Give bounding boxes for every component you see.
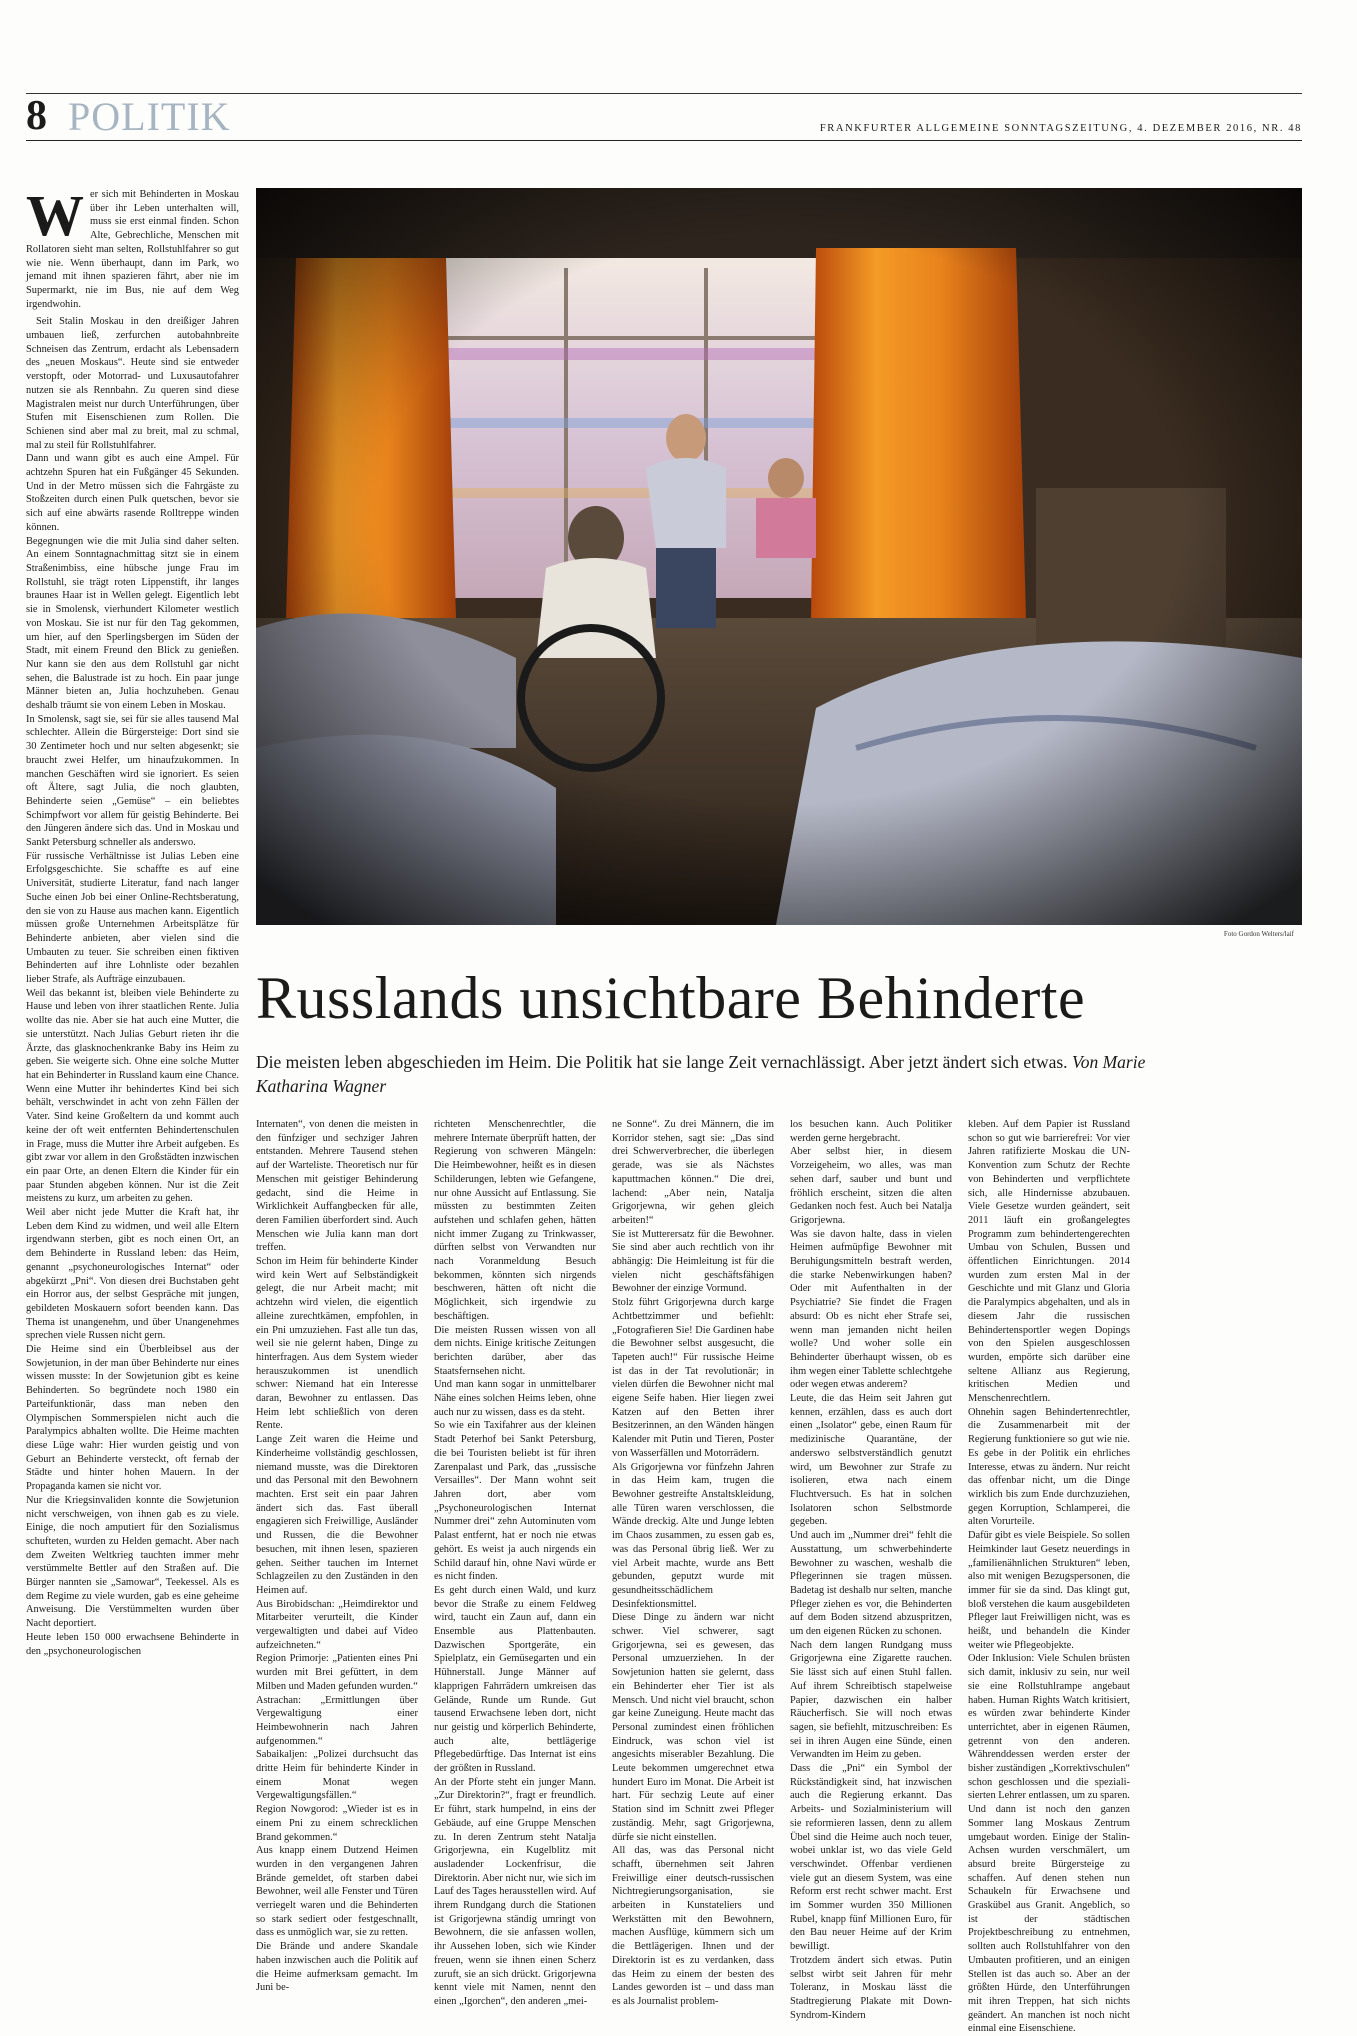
intro-paragraph: Wer sich mit Behinderten in Moskau über ihr Leben unterhalten will, muss sie erst einmal finden. Schon Alte, Gebrechliche, Menschen mit Rollatoren sieht man selten, Rollstuhlfahrer so gut wie nie. Wenn überhaupt, dann im Park, wo jemand mit ihnen spazieren fährt, aber nie im Supermarkt, nie im Bus, nie auf dem Weg irgendwohin. — [26, 183, 239, 310]
article-column-6 — [968, 1118, 1130, 2035]
header-rule-bottom — [26, 140, 1302, 141]
column-text: Seit Stalin Moskau in den dreißiger Jahren umbauen ließ, zerfurchen autobahnbreite Schneisen das Zentrum, erdacht als Lebensadern des „neuen Moskaus“. Heute sind sie entweder verstopft, oder Motorrad- und Luxusautofahrer nutzen sie als Rennbahn. Zu queren sind diese Magistralen meist nur durch Unterführungen, über Stufen mit Eisenschienen zum Rollen. Die Schienen sind aber mal zu breit, mal zu schmal, mal zu steil für Rollstuhlfahrer. Dann und wann gibt es auch eine Ampel. Für achtzehn Spuren hat ein Fußgänger 45 Sekunden. Und in der Metro müssen sich die Fahrgäste zu Stoßzeiten durch einen Pulk quetschen, bevor sie sich auf eine abwärts rasende Rolltreppe winden können. Begegnungen wie die mit Julia sind daher selten. An einem Sonntagnachmittag sitzt sie in einem Straßenimbiss, eine hübsche junge Frau im Rollstuhl, sie trägt roten Lippenstift, ihr langes braunes Haar ist in Wellen gelegt. Eigentlich lebt sie in Smolensk, vierhundert Kilometer westlich von Moskau. Sie ist nur für den Tag gekommen, um hier, auf den Sperlingsbergen im Süden der Stadt, mit einem Freund den Blick zu genießen. Nur kann sie den aus dem Rollstuhl gar nicht sehen, die Balustrade ist zu hoch. Ein paar junge Männer bieten an, Julia hochzuheben. Genau deshalb träumt sie von einem Leben in Moskau. In Smolensk, sagt sie, sei für sie alles tausend Mal schlechter. Allein die Bürgersteige: Dort sind sie 30 Zentimeter hoch und nur selten abgesenkt; sie braucht zwei Helfer, um hinaufzukommen. In manchen Geschäften wird sie ignoriert. Es seien oft Ältere, sagt Julia, die noch glaubten, Behinderte seien „Gemüse“ – ein beliebtes Schimpfwort vor allem für geistig Behinderte. Bei den Jüngeren ändere sich das. Und in Moskau und Sankt Petersburg schneller als anderswo. Für russische Verhältnisse ist Julias Leben eine Erfolgsgeschichte. Sie schaffte es auf eine Universität, studierte Literatur, fand nach langer Suche einen Job bei einer Online-Rechtsberatung, den sie von zu Hause aus machen kann. Eigentlich müssen große Unternehmen Arbeitsplätze für Behinderte anbieten, aber vielen sind die Umbauten zu teuer. Sie schreiben einen fiktiven Behinderten auf ihre Lohnliste oder bezahlen lieber Strafe, als Aufträge einzubauen. Weil das bekannt ist, bleiben viele Behinderte zu Hause und leben von ihrer staatlichen Rente. Julia wollte das nie. Aber sie hat auch eine Mutter, die sie unterstützt. Nach Julias Geburt rieten ihr die Ärzte, das glasknochenkranke Baby ins Heim zu geben. Sie weigerte sich. Ohne eine solche Mutter hat ein Behinderter in Russland kaum eine Chance. Wenn eine Mutter ihr behindertes Kind bei sich behält, verschwindet in acht von zehn Fällen der Vater. Sind keine Großeltern da und kommt auch keine der oft weit entfernten Behindertenschulen in Frage, muss die Mutter ihre Arbeit aufgeben. Es gibt zwar vor allem in den Großstädten inzwischen ein paar Orte, an denen Eltern die Kinder für ein paar Stunden abgeben können. Nur ist die Zeit meistens zu kurz, um arbeiten zu gehen. Weil aber nicht jede Mutter die Kraft hat, ihr Leben dem Kind zu widmen, und weil alle Eltern irgendwann sterben, gibt es noch einen Ort, an dem Behinderte in Russland leben: das Heim, genannt „psychoneurologisches Internat“ oder abgekürzt „Pni“. Von diesen drei Buchstaben geht ein Horror aus, der selbst Gespräche mit jungen, gebildeten Moskauern sofort beenden kann. Das Thema ist unangenehm, und über Unangenehmes sprechen viele Russen nicht gern. Die Heime sind ein Überbleibsel aus der Sowjetunion, in der man über Behinderte nur eines wissen musste: In der Sowjetunion gibt es keine Behinderten. So begründete noch 1980 ein Parteifunktionär, dass man neben den Olympischen Sommerspielen nicht auch die Paralympics abhalten wollte. Die Heime machten diese Lüge wahr: Hier wurden geistig und von Geburt an Behinderte versteckt, oft fernab der Städte und hinter hohen Mauern. In der Propaganda kamen sie nicht vor. Nur die Kriegsinvaliden konnte die Sowjetunion nicht verschweigen, von ihnen gab es zu viele. Einige, die noch amputiert für den Sozialismus schufteten, wurden zu Helden gemacht. Aber nach dem Zweiten Weltkrieg tauchten immer mehr verstümmelte Bettler auf den Straßen auf. Die Bürger nannten sie „Samowar“, Teekessel. Als es dem Regime zu viele wurden, gab es eine geheime Anweisung. Die Verstümmelten wurden über Nacht deportiert. Heute leben 150 000 erwachsene Behinderte in den „psychoneurologischen — [26, 316, 239, 1657]
column-text: ne Sonne“. Zu drei Männern, die im Korridor stehen, sagt sie: „Das sind drei Schwerverbrecher, die überlegen gerade, was sie als Nächstes kaputtmachen können.“ Die drei, lachend: „Aber nein, Natalja Grigorjewna, wir gehen gleich arbeiten!“ Sie ist Mutterersatz für die Bewohner. Sie sind aber auch rechtlich von ihr abhängig: Die Heimleitung ist für die vielen nicht geschäftsfähigen Bewohner der einzige Vormund. Stolz führt Grigorjewna durch karge Achtbettzimmer und befiehlt: „Fotografieren Sie! Die Gardinen habe die Bewohner selbst ausgesucht, die Tapeten auch!“ Für russische Heime ist das in der Tat revolutionär; in vielen dürfen die Bewohner nicht mal eigene Seife haben. Hier liegen zwei Katzen auf den Betten ihrer Besitzerinnen, an den Wänden hängen Kalender mit Putin und Tieren, Poster von Wasserfällen und Motorrädern. Als Grigorjewna vor fünfzehn Jahren in das Heim kam, trugen die Bewohner gestreifte Anstaltskleidung, alle Türen waren verschlossen, die Wände dreckig. Alte und Junge lebten im Chaos zusammen, zu essen gab es, was das Personal übrig ließ. Wer zu viel Arbeit machte, wurde ans Bett gebunden, geputzt wurde mit gesundheitsschädlichem Desinfektionsmittel. Diese Dinge zu ändern war nicht schwer. Viel schwerer, sagt Grigorjewna, sei es gewesen, das Personal umzuerziehen. In der Sowjetunion hatten sie gelernt, dass ein Behinderter eher Tier ist als Mensch. Und nicht viel braucht, schon gar keine Zuneigung. Heute macht das Personal zumindest einen fröhlichen Eindruck, was schon viel ist angesichts miserabler Bezahlung. Die Leute bekommen umgerechnet etwa hundert Euro im Monat. Die Arbeit ist hart. Für sechzig Leute auf einer Station sind im Schnitt zwei Pfleger zuständig. Mehr, sagt Grigorjewna, dürfe sie nicht einstellen. All das, was das Personal nicht schafft, übernehmen seit Jahren Freiwillige einer deutsch-russischen Nichtregierungsorganisation, sie arbeiten in Kunstateliers und Werkstätten mit den Bewohnern, machen Ausflüge, kümmern sich um die Bettlägerigen. Ihnen und der Direktorin ist es zu verdanken, dass das Heim zu einem der besten des Landes geworden ist – und dass man es als Journalist problem- — [612, 1119, 774, 2007]
section-title: POLITIK — [68, 94, 231, 139]
deck — [256, 1050, 1156, 1098]
article-column-2 — [256, 1118, 418, 1994]
deck-text: Die meisten leben abgeschieden im Heim. Die Politik hat sie lange Zeit vernachlässigt. Aber jetzt ändert sich etwas. — [256, 1052, 1068, 1072]
column-text: richteten Menschenrechtler, die mehrere Internate überprüft hatten, der Regierung von schweren Mängeln: Die Heimbewohner, heißt es in diesen Schilderungen, lebten wie Gefangene, nur ohne Aussicht auf Entlassung. Sie müssten zu bestimmten Zeiten aufstehen und schlafen gehen, hätten nicht immer Zugang zu Trinkwasser, dürften selbst von Verwandten nur nach Voranmeldung Besuch bekommen, könnten sich nirgends beschweren, hätten oft nicht die Möglichkeit, sich irgendwie zu beschäftigen. Die meisten Russen wissen von all dem nichts. Einige kritische Zeitungen berichten darüber, aber das Staatsfernsehen nicht. Und man kann sogar in unmittelbarer Nähe eines solchen Heims leben, ohne auch nur zu wissen, dass es da steht. So wie ein Taxifahrer aus der kleinen Stadt Peterhof bei Sankt Petersburg, die bei Touristen beliebt ist für ihren Zarenpalast und Park, das „russische Versailles“. Der Mann wohnt seit Jahren dort, aber vom „Psychoneurologischen Internat Nummer drei“ zehn Autominuten vom Palast entfernt, hat er noch nie etwas gehört. Es weist ja auch nirgends ein Schild darauf hin, ohne Navi würde er es nicht finden. Es geht durch einen Wald, und kurz bevor die Straße zu einem Feldweg wird, taucht ein Zaun auf, dann ein Ensemble aus Plattenbauten. Dazwischen Sportgeräte, ein Spielplatz, ein Gemüsegarten und ein Hühnerstall. Junge Männer auf klapprigen Fahrrädern umkreisen das Gelände, Runde um Runde. Gut tausend Erwachsene leben dort, nicht nur geistig und körperlich Behinderte, auch alte, bettlägerige Pflegebedürftige. Das Internat ist eins der größten in Russland. An der Pforte steht ein junger Mann. „Zur Direktorin?“, fragt er freundlich. Er führt, stark humpelnd, in eins der Gebäude, auf eine Gruppe Menschen zu. In deren Zentrum steht Natalja Grigorjewna, ein Kugelblitz mit ausladender Lockenfrisur, die Direktorin. Aber nicht nur, wie sich im Lauf des Tages herausstellen wird. Auf ihrem Rundgang durch die Stationen ist Grigorjewna ständig umringt von Bewohnern, die sie anfassen wollen, ihr Aussehen loben, sich wie Kinder freuen, wenn sie ihnen einen Scherz zuruft, sie an sich drückt. Grigorjewna kennt viele mit Namen, nennt den einen „Igorchen“, den anderen „mei- — [434, 1119, 596, 2007]
photo-credit: Foto Gordon Welters/laif — [1223, 930, 1294, 938]
column-text: kleben. Auf dem Papier ist Russland schon so gut wie barrierefrei: Vor vier Jahren ratifizierte Moskau die UN-Konvention zum Schutz der Rechte von Behinderten und verpflichtete sich, alle Hindernisse abzubauen. Viele Gesetze wurden geändert, seit 2011 läuft ein großangelegtes Programm zum behindertengerechten Umbau von Schulen, Bussen und öffentlichen Einrichtungen. 2014 wurden zum ersten Mal in der Geschichte und mit Glanz und Gloria die Paralympics abgehalten, und als in diesem Jahr die russischen Behindertensportler wegen Dopings von den Spielen ausgeschlossen wurden, empörte sich darüber eine seltene Allianz aus Regierung, kritischen Medien und Menschenrechtlern. Ohnehin sagen Behindertenrechtler, die Zusammenarbeit mit der Regierung funktioniere so gut wie nie. Es gebe in der Politik ein ehrliches Interesse, etwas zu ändern. Nur reicht das offenbar nicht, um die Dinge wirklich bis zum Ende durchzuziehen, gegen Korruption, Schlamperei, die alten Vorurteile. Dafür gibt es viele Beispiele. So sollen Heimkinder laut Gesetz neuerdings in „familienähnlichen Strukturen“ leben, also mit wenigen Bezugspersonen, die immer für sie da sind. Das klingt gut, bloß verstehen die kaum ausgebildeten Pfleger laut Freiwilligen nicht, was es heißt, und behandeln die Kinder weiter wie Pflegeobjekte. Oder Inklusion: Viele Schulen brüsten sich damit, inklusiv zu sein, nur weil sie eine Rollstuhlrampe angebaut haben. Human Rights Watch kritisiert, es würden zwar behinderte Kinder unterrichtet, aber in eigenen Räumen, getrennt von den anderen. Währenddessen werden erster der bisher zuständigen „Korrektivschulen“ schon geschlossen und die spezialisierten Lehrer entlassen, um zu sparen. Und dann ist noch den ganzen Sommer lang Moskaus Zentrum umgebaut worden. Einige der Stalin-Achsen wurden verschmälert, um absurd breite Bürgersteige zu schaffen. Auf denen stehen nun Schaukeln für Erwachsene und Graskübel aus Granit. Angeblich, so ist der städtischen Projektbeschreibung zu entnehmen, sollten auch Rollstuhlfahrer von den Umbauten profitieren, und an einigen Stellen ist das auch so. Aber an der größten Hürde, den Unterführungen mit ihren Treppen, hat sich nichts geändert. An manchen ist noch nicht einmal eine Eisenschiene. — [968, 1119, 1130, 2035]
headline: Russlands unsichtbare Behinderte — [256, 965, 1086, 1031]
article-column-3 — [434, 1118, 596, 2007]
page-number: 8 — [26, 93, 47, 139]
article-column-1 — [26, 183, 239, 1900]
photo-illustration — [256, 188, 1302, 925]
dropcap: W — [26, 183, 84, 248]
article-column-5 — [790, 1118, 952, 2021]
column-text: Internaten“, von denen die meisten in den fünfziger und sechziger Jahren entstanden. Mehrere Tausend stehen auf der Warteliste. Theoretisch nur für Menschen mit geistiger Behinderung gedacht, sind die Heime in Wirklichkeit Auffangbecken für alle, deren Familien überfordert sind. Auch Menschen wie Julia kann man dort treffen. Schon im Heim für behinderte Kinder wird kein Wert auf Selbständigkeit gelegt, die nur Arbeit macht; mit achtzehn wird vielen, die eigentlich alleine zurechtkämen, empfohlen, in ein Pni umzuziehen. Fast alle tun das, weil sie nie gelernt haben, Dinge zu hinterfragen. Aus dem System wieder herauszukommen ist unendlich schwer: Niemand hat ein Interesse daran, Bewohner zu entlassen. Das Heim lebt schließlich von deren Rente. Lange Zeit waren die Heime und Kinderheime vollständig geschlossen, niemand musste, was die Direktoren und das Personal mit den Bewohnern machten. Erst seit ein paar Jahren ändert sich das. Fast überall engagieren sich Freiwillige, Ausländer und Russen, die die Bewohner besuchen, mit ihnen lesen, spazieren gehen. Seither tauchen im Internet Schlagzeilen zu den Zuständen in den Heimen auf. Aus Birobidschan: „Heimdirektor und Mitarbeiter verurteilt, die Kinder vergewaltigten und dabei auf Video aufzeichneten.“ Region Primorje: „Patienten eines Pni wurden mit Brei gefüttert, in dem Milben und Maden gefunden wurden.“ Astrachan: „Ermittlungen über Vergewaltigung einer Heimbewohnerin nach Jahren aufgenommen.“ Sabaikaljen: „Polizei durchsucht das dritte Heim für behinderte Kinder in einem Monat wegen Vergewaltigungsfällen.“ Region Nowgorod: „Wieder ist es in einem Pni zu einem schrecklichen Brand gekommen.“ Aus knapp einem Dutzend Heimen wurden in den vergangenen Jahren Brände gemeldet, oft starben dabei Bewohner, weil alle Fenster und Türen verriegelt waren und die Behinderten so stark sediert oder festgeschnallt, dass es unmöglich war, sie zu retten. Die Brände und andere Skandale haben inzwischen auch die Politik auf die Heime aufmerksam gemacht. Im Juni be- — [256, 1119, 418, 1994]
photo-nursing-home-ward — [256, 188, 1302, 925]
masthead: FRANKFURTER ALLGEMEINE SONNTAGSZEITUNG, 4. DEZEMBER 2016, NR. 48 — [819, 123, 1302, 134]
column-text: los besuchen kann. Auch Politiker werden gerne hergebracht. Aber selbst hier, in diesem Vorzeigeheim, wo alles, was man sehen darf, sauber und bunt und fröhlich erscheint, sitzen die alten Gedanken noch fest. Auch bei Natalja Grigorjewna. Was sie davon halte, dass in vielen Heimen aufmüpfige Bewohner mit Beruhigungsmitteln bestraft werden, die starke Nebenwirkungen haben? Oder mit Aufenthalten in der Psychiatrie? Sie findet die Fragen absurd: Ob es nicht eher Strafe sei, wenn man jemanden nicht heilen wolle? Und woher solle ein Behinderter überhaupt wissen, ob es ihm wegen einer Tablette schlechtgehe oder wegen etwas anderem? Leute, die das Heim seit Jahren gut kennen, erzählen, dass es auch dort einen „Isolator“ gebe, einen Raum für medizinische Quarantäne, der anderswo selbstverständlich genutzt wird, um Bewohner zur Strafe zu isolieren, etwa nach einem Fluchtversuch. Es hat in solchen Isolatoren schon Selbstmorde gegeben. Und auch im „Nummer drei“ fehlt die Ausstattung, um schwerbehinderte Bewohner zu waschen, weshalb die Pflegerinnen sie tragen müssen. Badetag ist deshalb nur selten, manche Pfleger ziehen es vor, die Behinderten auf dem Boden sitzend abzuspritzen, um den eigenen Rücken zu schonen. Nach dem langen Rundgang muss Grigorjewna eine Zigarette rauchen. Sie lässt sich auf einen Stuhl fallen. Auf ihrem Schreibtisch stapelweise Papier, dazwischen ein halber Räucherfisch. Sie will noch etwas sagen, sie befiehlt, mitzuschreiben: Es sei in ihren Augen eine Sünde, einen Verwandten im Heim zu geben. Dass die „Pni“ ein Symbol der Rückständigkeit sind, hat inzwischen auch die Regierung erkannt. Das Arbeits- und Sozialministerium will sie reformieren lassen, denn zu allem Übel sind die Heime auch noch teuer, wobei unklar ist, wo das viele Geld verschwindet. Offenbar verdienen viele gut an diesem System, was eine Reform erst recht schwer macht. Erst im Sommer wurden 350 Millionen Rubel, knapp fünf Millionen Euro, für den Bau neuer Heime auf der Krim bewilligt. Trotzdem ändert sich etwas. Putin selbst wirbt seit Jahren für mehr Toleranz, in Moskau lässt die Stadtregierung Plakate mit Down-Syndrom-Kindern — [790, 1119, 952, 2021]
byline: Von Marie Katharina Wagner — [256, 1052, 1146, 1096]
article-column-4 — [612, 1118, 774, 2007]
